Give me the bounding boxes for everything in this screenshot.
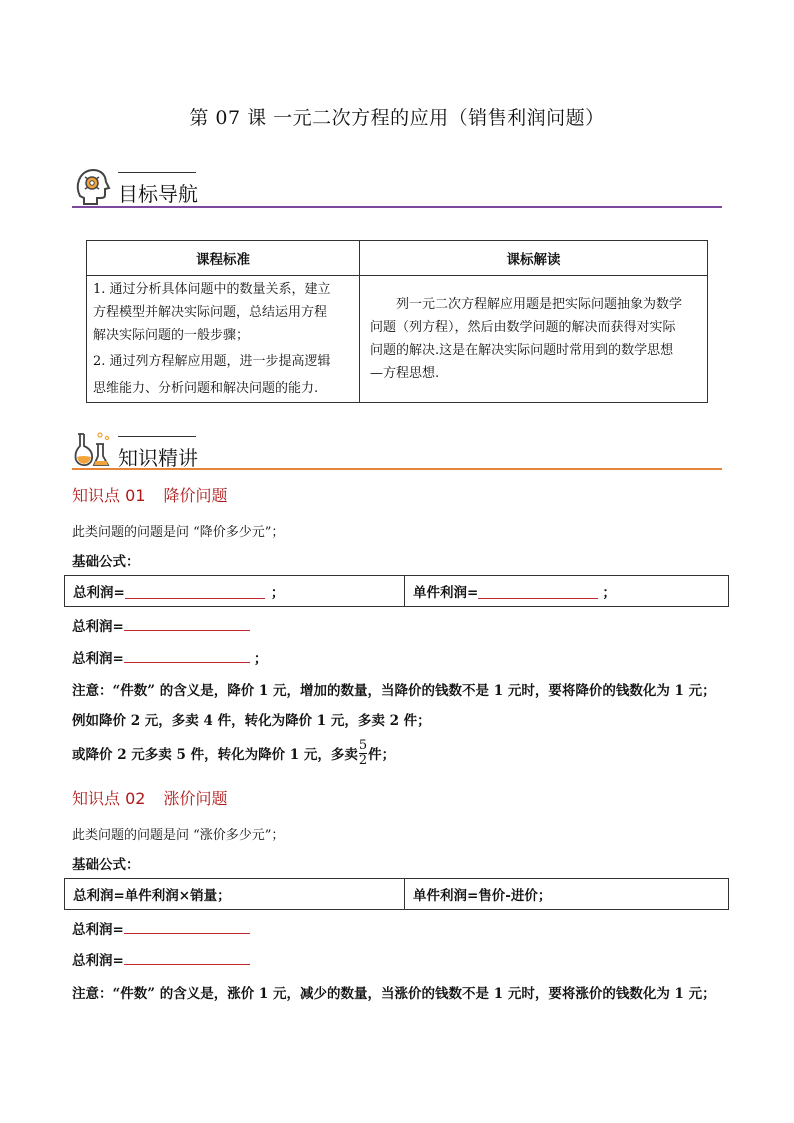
kp1-formula-box <box>64 575 729 607</box>
kp2-number: 知识点 02 <box>72 789 146 808</box>
formula-punct: ； <box>270 585 285 601</box>
fraction-numerator: 5 <box>358 737 368 753</box>
table-line: 思维能力、分析问题和解决问题的能力. <box>93 381 319 396</box>
section-divider-purple <box>72 206 722 208</box>
page-title: 第 07 课 一元二次方程的应用（销售利润问题） <box>189 107 605 129</box>
fill-blank[interactable] <box>124 616 250 631</box>
section-goal-header <box>72 166 372 206</box>
table-line: 2. 通过列方程解应用题，进一步提高逻辑 <box>93 354 331 369</box>
formula-text: 总利润= <box>72 922 124 938</box>
table-line: 解决实际问题的一般步骤； <box>93 328 250 343</box>
section-accent-line <box>118 436 196 437</box>
section-knowledge-header <box>72 430 372 470</box>
table-line: 问题的解决.这是在解决实际问题时常用到的数学思想 <box>370 343 674 358</box>
kp2-formula-left: 总利润=单件利润×销量； <box>65 879 405 909</box>
kp2-note1: 注意：“件数” 的含义是，涨价 1 元，减少的数量，当涨价的钱数不是 1 元时，要将涨价的钱数化为 1 元； <box>72 986 716 1002</box>
kp1-formula-left <box>65 576 405 606</box>
fraction-denominator: 2 <box>358 752 368 768</box>
table-line: 方程模型并解决实际问题，总结运用方程 <box>93 305 328 320</box>
fill-blank[interactable] <box>125 584 265 599</box>
kp2-intro: 此类问题的问题是问 “涨价多少元”； <box>72 828 285 843</box>
section-divider-orange <box>72 468 722 470</box>
note-text: 件； <box>368 747 396 763</box>
kp1-title: 降价问题 <box>163 486 228 505</box>
kp2-title: 涨价问题 <box>163 789 228 808</box>
kp2-formula-box <box>64 878 729 910</box>
kp1-formula-line1 <box>72 615 250 635</box>
kp1-formula-label: 基础公式： <box>72 554 140 570</box>
kp2-formula-line2 <box>72 949 250 969</box>
kp1-heading <box>72 483 227 506</box>
kp1-note2: 例如降价 2 元，多卖 4 件，转化为降价 1 元，多卖 2 件； <box>72 713 431 729</box>
table-header: 课程标准 <box>87 241 360 276</box>
table-line: —方程思想. <box>370 366 440 381</box>
kp1-note3 <box>72 733 395 773</box>
section-title-knowledge: 知识精讲 <box>118 446 198 470</box>
formula-punct: ； <box>602 585 616 601</box>
fill-blank[interactable] <box>124 950 250 965</box>
table-cell-interpretation <box>360 276 708 403</box>
kp2-formula-right: 单件利润=售价-进价； <box>413 888 552 904</box>
kp2-formula-line1 <box>72 918 250 938</box>
section-title-goal: 目标导航 <box>118 182 198 206</box>
fraction <box>359 739 367 768</box>
note-text: 或降价 2 元多卖 5 件，转化为降价 1 元，多卖 <box>72 747 358 763</box>
formula-text: 总利润= <box>72 619 124 635</box>
formula-text: 总利润= <box>72 651 124 667</box>
kp2-formula-label: 基础公式： <box>72 857 140 873</box>
table-header: 课标解读 <box>360 241 708 276</box>
formula-text: 总利润= <box>72 953 124 969</box>
formula-text: 总利润= <box>73 585 125 601</box>
kp1-formula-right <box>405 576 616 606</box>
kp2-heading <box>72 786 227 809</box>
formula-punct: ； <box>253 651 268 667</box>
fill-blank[interactable] <box>478 584 598 599</box>
table-line: 列一元二次方程解应用题是把实际问题抽象为数学 <box>396 297 683 312</box>
kp1-note1: 注意：“件数” 的含义是，降价 1 元，增加的数量，当降价的钱数不是 1 元时，要将降价的钱数化为 1 元； <box>72 683 716 699</box>
standards-table <box>86 240 708 403</box>
table-line: 1. 通过分析具体问题中的数量关系，建立 <box>93 282 331 297</box>
fill-blank[interactable] <box>124 648 250 663</box>
table-cell-standard <box>87 276 360 403</box>
kp1-intro: 此类问题的问题是问 “降价多少元”； <box>72 525 285 540</box>
kp1-formula-line2 <box>72 647 267 667</box>
head-gear-icon <box>72 166 112 206</box>
section-accent-line <box>118 172 196 173</box>
kp1-number: 知识点 01 <box>72 486 146 505</box>
table-line: 问题（列方程），然后由数学问题的解决而获得对实际 <box>370 320 676 335</box>
flask-icon <box>72 430 114 468</box>
fill-blank[interactable] <box>124 919 250 934</box>
formula-text: 单件利润= <box>413 585 479 601</box>
